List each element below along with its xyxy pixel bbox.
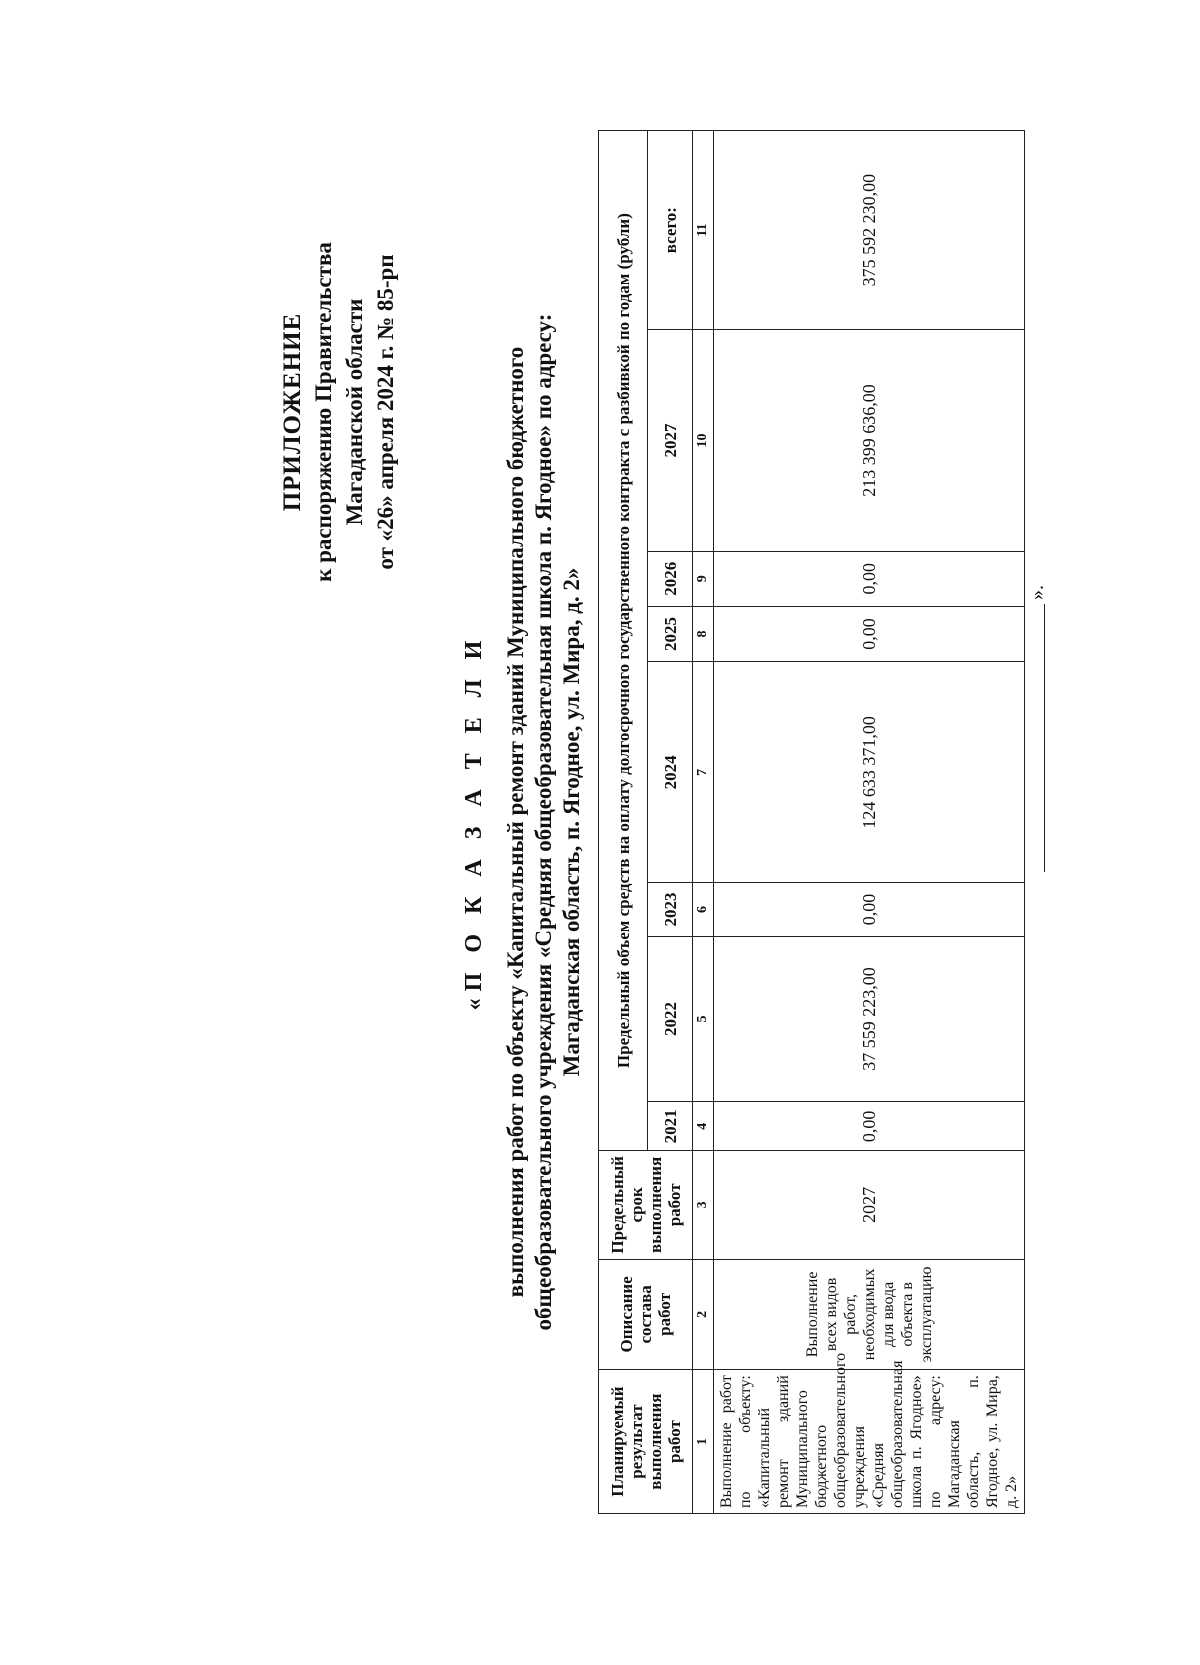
header-description: Описание состава работ (599, 1259, 693, 1370)
closing-line (1044, 604, 1045, 872)
column-number: 10 (693, 330, 714, 551)
subtitle-line-1: выполнения работ по объекту «Капитальный ремонт зданий Муниципального бюджетного (503, 346, 528, 1298)
document-header (458, 132, 586, 1512)
column-number: 3 (693, 1151, 714, 1259)
cell-value: 37 559 223,00 (714, 936, 1025, 1102)
cell-total: 375 592 230,00 (714, 131, 1025, 330)
cell-value: 0,00 (714, 606, 1025, 661)
appendix-title: ПРИЛОЖЕНИЕ (279, 312, 306, 512)
appendix-line-3: от «26» апреля 2024 г. № 85-рп (373, 254, 398, 570)
column-number: 4 (693, 1102, 714, 1151)
header-total: всего: (648, 131, 693, 330)
column-number: 2 (693, 1259, 714, 1370)
header-term: Предельный срок выполнения работ (599, 1151, 693, 1259)
cell-term: 2027 (714, 1151, 1025, 1259)
column-number: 6 (693, 883, 714, 936)
cell-result: Выполнение работ по объекту: «Капитальный ремонт зданий Муниципального бюджетного общеобразовательного учреждения «Средняя общеобразовательная школа п. Ягодное» по адресу: Магаданская область, п. Ягодное, ул. Мира, д. 2» (714, 1370, 1025, 1514)
appendix-line-2: Магаданской области (342, 298, 367, 526)
header-year: 2027 (648, 330, 693, 551)
cell-description: Выполнение всех видов работ, необходимых для ввода объекта в эксплуатацию (714, 1259, 1025, 1370)
column-number: 7 (693, 662, 714, 883)
cell-value: 124 633 371,00 (714, 662, 1025, 883)
appendix-line-1: к распоряжению Правительства (311, 242, 336, 582)
closing-quote: ». (1026, 585, 1048, 600)
header-year: 2022 (648, 936, 693, 1102)
header-year: 2026 (648, 551, 693, 606)
column-number: 8 (693, 606, 714, 661)
column-number: 1 (693, 1370, 714, 1514)
column-numbers-row (693, 131, 714, 1514)
cell-value: 0,00 (714, 883, 1025, 936)
appendix-block (278, 152, 401, 672)
indicators-table (598, 130, 1025, 1514)
subtitle-line-3: Магаданская область, п. Ягодное, ул. Мира, д. 2» (559, 567, 584, 1077)
column-number: 11 (693, 131, 714, 330)
column-number: 5 (693, 936, 714, 1102)
header-funding: Предельный объем средств на оплату долгосрочного государственного контракта с разбивкой по годам (рубли) (599, 131, 648, 1151)
subtitle-line-2: общеобразовательного учреждения «Средняя общеобразовательная школа п. Ягодное» по адресу: (531, 313, 556, 1331)
cell-value: 0,00 (714, 1102, 1025, 1151)
header-year: 2024 (648, 662, 693, 883)
header-year: 2021 (648, 1102, 693, 1151)
column-number: 9 (693, 551, 714, 606)
header-year: 2025 (648, 606, 693, 661)
cell-value: 0,00 (714, 551, 1025, 606)
table-row (714, 131, 1025, 1514)
header-year: 2023 (648, 883, 693, 936)
rotated-page (120, 92, 1080, 1572)
closing-mark (1026, 572, 1050, 872)
document-title: «П О К А З А Т Е Л И (461, 633, 487, 1011)
cell-value: 213 399 636,00 (714, 330, 1025, 551)
header-result: Планируемый результат выполнения работ (599, 1370, 693, 1514)
